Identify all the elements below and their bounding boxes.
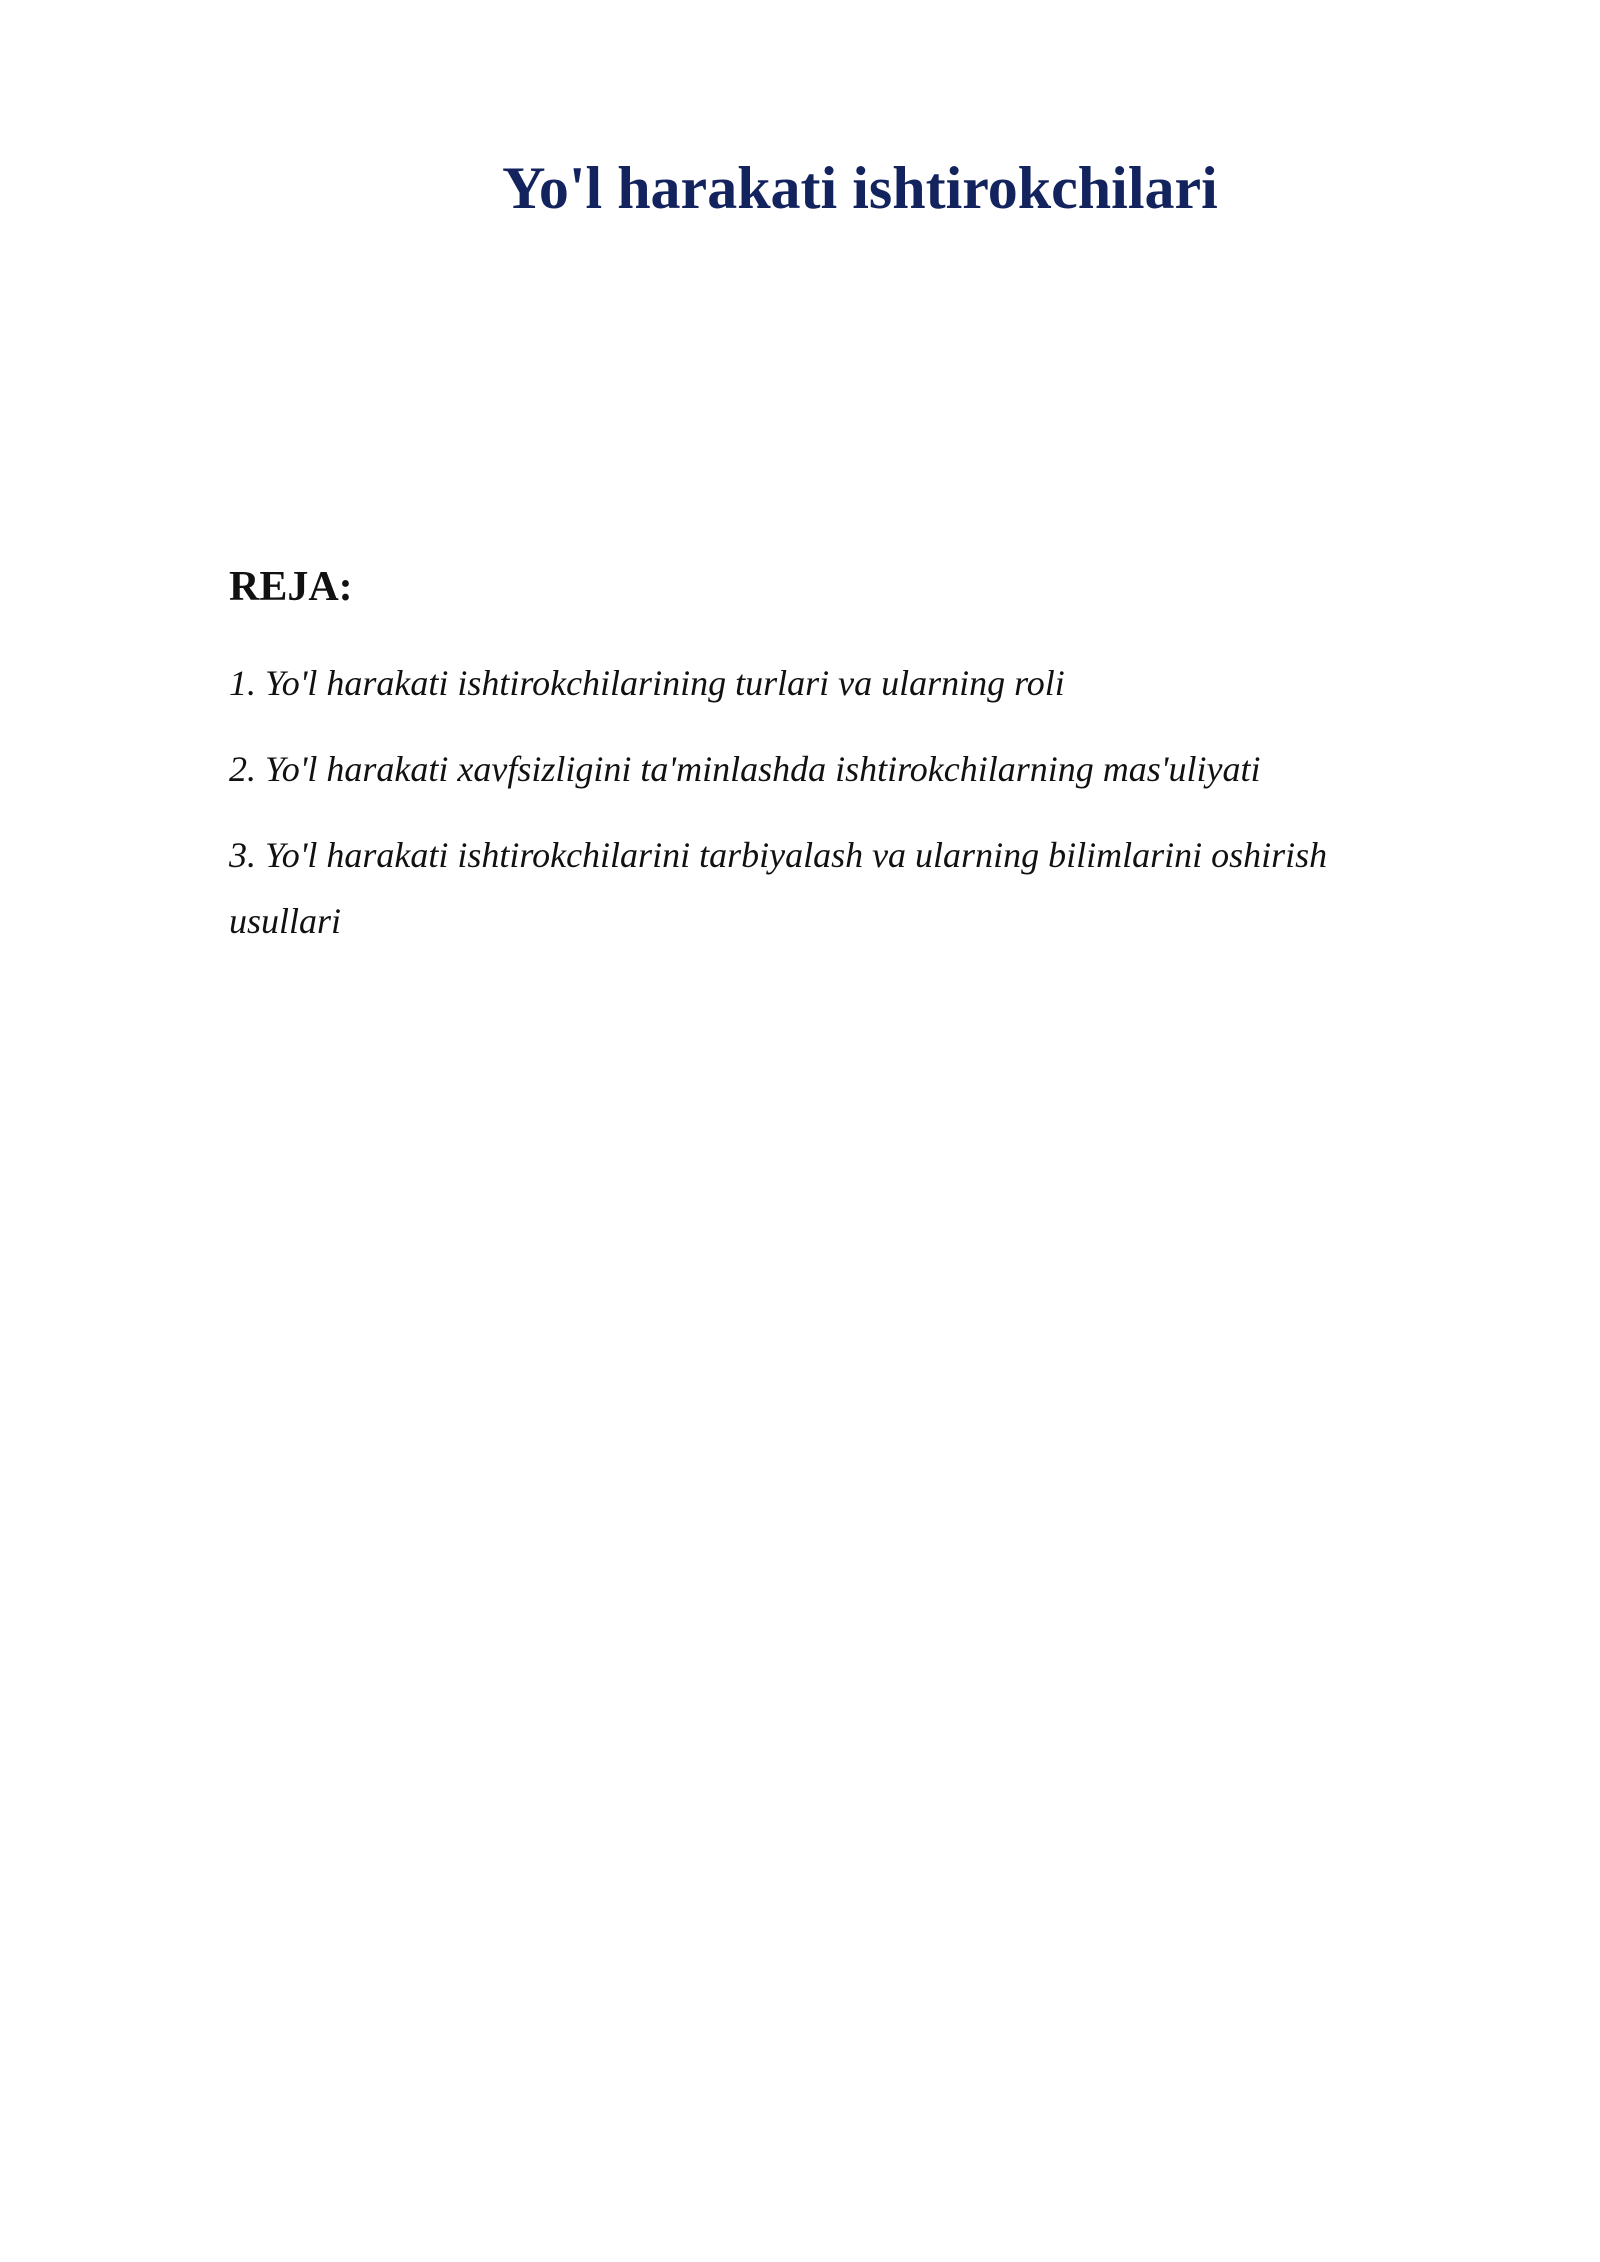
document-title: Yo'l harakati ishtirokchilari xyxy=(502,155,1218,221)
plan-heading: REJA: xyxy=(229,564,353,610)
plan-item-1: 1. Yo'l harakati ishtirokchilarining turlari va ularning roli xyxy=(229,663,1065,703)
plan-list xyxy=(229,650,1389,974)
plan-item-2: 2. Yo'l harakati xavfsizligini ta'minlashda ishtirokchilarning mas'uliyati xyxy=(229,749,1261,789)
plan-item-3: 3. Yo'l harakati ishtirokchilarini tarbiyalash va ularning bilimlarini oshirish usullari xyxy=(229,835,1328,941)
